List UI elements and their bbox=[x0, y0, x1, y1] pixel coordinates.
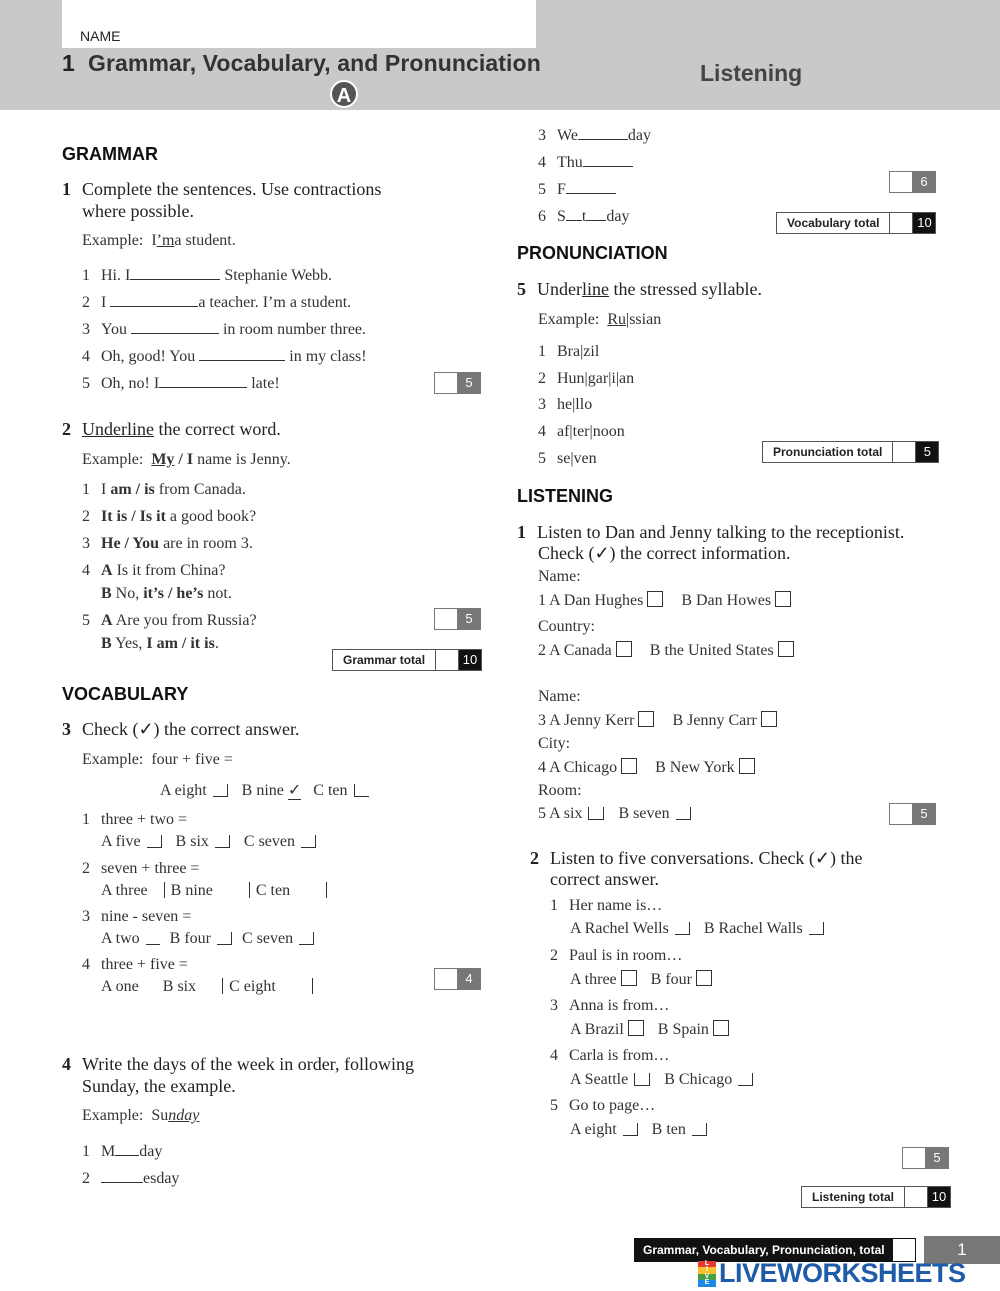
checkbox[interactable] bbox=[809, 922, 824, 935]
answer-blank[interactable] bbox=[586, 204, 606, 221]
listen-q2-options: A eight B ten bbox=[570, 1121, 709, 1139]
vocab-q4-item: 5 F bbox=[538, 177, 616, 199]
score-box bbox=[434, 372, 481, 394]
vocab-q4-item: 4 Thu bbox=[538, 150, 633, 172]
grammar-q1-item: 4 Oh, good! You in my class! bbox=[82, 344, 367, 366]
listen-q2-item: 1 Her name is… bbox=[550, 897, 663, 914]
vocab-q3-example-options: A eight B nine ✓ C ten bbox=[160, 780, 371, 800]
checkbox[interactable] bbox=[638, 711, 654, 727]
pron-q5-item[interactable]: 2 Hun|gar|i|an bbox=[538, 370, 635, 387]
total-max: 10 bbox=[913, 213, 935, 233]
checkbox[interactable] bbox=[628, 1020, 644, 1036]
overall-total-label: Grammar, Vocabulary, Pronunciation, total bbox=[635, 1239, 893, 1261]
total-entry[interactable] bbox=[905, 1187, 928, 1207]
checkbox[interactable] bbox=[634, 1073, 650, 1086]
answer-blank[interactable] bbox=[159, 371, 247, 388]
listen-q2-options: A Seattle B Chicago bbox=[570, 1071, 755, 1089]
listen-q1-label: Name: bbox=[538, 688, 581, 705]
vocab-q4-item: 3 We day bbox=[538, 123, 651, 145]
score-entry[interactable] bbox=[890, 804, 913, 824]
listen-q1-options: 5 A six B seven bbox=[538, 805, 693, 823]
unit-number: 1 bbox=[62, 50, 75, 76]
grammar-q1-item: 5 Oh, no! I late! bbox=[82, 371, 280, 393]
vocab-q3-options[interactable]: A five B six C seven bbox=[101, 833, 318, 851]
score-max: 5 bbox=[913, 804, 935, 824]
grammar-q1-item: 3 You in room number three. bbox=[82, 317, 366, 339]
unit-title: Grammar, Vocabulary, and Pronunciation bbox=[88, 50, 541, 76]
vocab-q4-example: Example: Sunday bbox=[82, 1107, 200, 1124]
vocab-q3-item: 3 nine - seven = bbox=[82, 908, 192, 925]
brand-name: LIVEWORKSHEETS bbox=[719, 1258, 966, 1288]
checkbox[interactable] bbox=[623, 1123, 638, 1136]
total-entry[interactable] bbox=[893, 442, 916, 462]
grammar-q2-item[interactable]: 2 It is / Is it a good book? bbox=[82, 508, 257, 525]
total-label: Listening total bbox=[802, 1187, 905, 1207]
vocab-q3-options[interactable]: A one B six C eight bbox=[101, 978, 315, 996]
checkbox[interactable] bbox=[778, 641, 794, 657]
vocab-q3-options[interactable]: A three B nine C ten bbox=[101, 882, 329, 900]
total-max: 5 bbox=[916, 442, 938, 462]
vocab-q3-item: 1 three + two = bbox=[82, 811, 188, 828]
answer-blank[interactable] bbox=[115, 1139, 139, 1156]
grammar-total-box bbox=[332, 649, 482, 671]
total-max: 10 bbox=[459, 650, 481, 670]
vocab-q4-instruction-2: Sunday, the example. bbox=[82, 1076, 236, 1096]
score-box bbox=[434, 968, 481, 990]
checkbox[interactable] bbox=[738, 1073, 753, 1086]
listen-q1-options: 4 A Chicago B New York bbox=[538, 758, 757, 777]
checkbox[interactable] bbox=[696, 970, 712, 986]
grammar-q2-item: 5 A Are you from Russia? bbox=[82, 612, 257, 629]
answer-blank[interactable] bbox=[130, 263, 220, 280]
checkbox[interactable] bbox=[647, 591, 663, 607]
score-max: 5 bbox=[458, 373, 480, 393]
page-number: 1 bbox=[924, 1236, 1000, 1264]
score-max: 5 bbox=[926, 1148, 948, 1168]
answer-blank[interactable] bbox=[583, 150, 633, 167]
score-box bbox=[889, 803, 936, 825]
vocab-q4-item: 2 esday bbox=[82, 1166, 179, 1188]
grammar-q2-example: Example: My / I name is Jenny. bbox=[82, 451, 291, 468]
vocab-q4-item: 1 M day bbox=[82, 1139, 162, 1161]
pronunciation-total-box bbox=[762, 441, 939, 463]
total-label: Pronunciation total bbox=[763, 442, 893, 462]
listen-q1-options: 1 A Dan Hughes B Dan Howes bbox=[538, 591, 793, 610]
checkbox[interactable] bbox=[676, 807, 691, 820]
vocabulary-total-box bbox=[776, 212, 936, 234]
listen-q2-options: A Rachel Wells B Rachel Walls bbox=[570, 920, 826, 938]
vocabulary-heading: VOCABULARY bbox=[62, 684, 189, 704]
total-label: Vocabulary total bbox=[777, 213, 890, 233]
pronunciation-heading: PRONUNCIATION bbox=[517, 243, 668, 263]
listening-total-box bbox=[801, 1186, 951, 1208]
listening-header: Listening bbox=[700, 60, 803, 86]
listen-q2-options: A Brazil B Spain bbox=[570, 1020, 731, 1039]
checkbox[interactable] bbox=[775, 591, 791, 607]
vocab-q3-instruction: 3 Check (✓) the correct answer. bbox=[62, 719, 300, 739]
pron-q5-instruction: 5 Underline the stressed syllable. bbox=[517, 279, 762, 299]
total-entry[interactable] bbox=[436, 650, 459, 670]
checkbox[interactable] bbox=[692, 1123, 707, 1136]
grammar-q2-item[interactable]: 1 I am / is from Canada. bbox=[82, 481, 246, 498]
vocab-q3-example: Example: four + five = bbox=[82, 751, 233, 768]
listen-q1-instruction: 1 Listen to Dan and Jenny talking to the receptionist. bbox=[517, 522, 905, 542]
version-badge: A bbox=[330, 80, 358, 108]
grammar-q1-example: Example: I’ma student. bbox=[82, 232, 236, 249]
listen-q2-instruction-2: correct answer. bbox=[550, 869, 659, 889]
grammar-q2-item-b[interactable]: B Yes, I am / it is. bbox=[101, 635, 219, 652]
grammar-q1-item: 1 Hi. I Stephanie Webb. bbox=[82, 263, 332, 285]
checkbox[interactable] bbox=[761, 711, 777, 727]
grammar-q2-item-b[interactable]: B No, it’s / he’s not. bbox=[101, 585, 232, 602]
answer-blank[interactable] bbox=[199, 344, 285, 361]
score-box bbox=[902, 1147, 949, 1169]
checkbox[interactable] bbox=[588, 807, 604, 820]
score-entry[interactable] bbox=[435, 609, 458, 629]
score-entry[interactable] bbox=[435, 373, 458, 393]
name-label: NAME bbox=[80, 28, 121, 44]
total-label: Grammar total bbox=[333, 650, 436, 670]
pron-q5-item[interactable]: 1 Bra|zil bbox=[538, 343, 600, 360]
checkbox[interactable] bbox=[621, 758, 637, 774]
listen-q1-label: Country: bbox=[538, 618, 595, 635]
listen-q1-label: Room: bbox=[538, 782, 582, 799]
grammar-q1-instruction-2: where possible. bbox=[82, 201, 194, 221]
listen-q2-instruction: 2 Listen to five conversations. Check (✓) the bbox=[530, 848, 863, 868]
listen-q1-label: Name: bbox=[538, 568, 581, 585]
listen-q1-label: City: bbox=[538, 735, 571, 752]
total-entry[interactable] bbox=[890, 213, 913, 233]
brand-mark-icon: L I V E bbox=[698, 1261, 716, 1287]
answer-blank[interactable] bbox=[566, 204, 582, 221]
grammar-q1-instruction: 1 Complete the sentences. Use contractions bbox=[62, 179, 382, 199]
score-entry[interactable] bbox=[435, 969, 458, 989]
brand-logo bbox=[698, 1258, 966, 1289]
answer-blank[interactable] bbox=[101, 1166, 143, 1183]
vocab-q3-item: 4 three + five = bbox=[82, 956, 188, 973]
checkbox[interactable] bbox=[713, 1020, 729, 1036]
listen-q2-item: 3 Anna is from… bbox=[550, 997, 670, 1014]
score-max: 6 bbox=[913, 172, 935, 192]
checkbox[interactable] bbox=[739, 758, 755, 774]
listen-q1-instruction-2: Check (✓) the correct information. bbox=[538, 543, 791, 563]
grammar-heading: GRAMMAR bbox=[62, 144, 158, 164]
checkbox[interactable] bbox=[621, 970, 637, 986]
pron-q5-item[interactable]: 4 af|ter|noon bbox=[538, 423, 625, 440]
checkbox[interactable] bbox=[675, 922, 690, 935]
total-max: 10 bbox=[928, 1187, 950, 1207]
score-box bbox=[434, 608, 481, 630]
pron-q5-example: Example: Ru|ssian bbox=[538, 311, 662, 328]
grammar-q2-item[interactable]: 3 He / You are in room 3. bbox=[82, 535, 253, 552]
pron-q5-item[interactable]: 3 he|llo bbox=[538, 396, 593, 413]
listen-q1-options: 2 A Canada B the United States bbox=[538, 641, 796, 660]
listen-q1-options: 3 A Jenny Kerr B Jenny Carr bbox=[538, 711, 779, 730]
grammar-q1-item: 2 I a teacher. I’m a student. bbox=[82, 290, 351, 312]
answer-blank[interactable] bbox=[131, 317, 219, 334]
listen-q2-item: 4 Carla is from… bbox=[550, 1047, 670, 1064]
score-max: 4 bbox=[458, 969, 480, 989]
check-mark: ✓ bbox=[287, 782, 302, 799]
checkbox[interactable] bbox=[616, 641, 632, 657]
grammar-q2-item: 4 A Is it from China? bbox=[82, 562, 226, 579]
name-field[interactable] bbox=[62, 0, 536, 48]
grammar-q2-instruction: 2 Underline the correct word. bbox=[62, 419, 281, 439]
vocab-q3-item: 2 seven + three = bbox=[82, 860, 200, 877]
listen-q2-options: A three B four bbox=[570, 970, 714, 989]
score-entry[interactable] bbox=[890, 172, 913, 192]
listen-q2-item: 2 Paul is in room… bbox=[550, 947, 683, 964]
listen-q2-item: 5 Go to page… bbox=[550, 1097, 656, 1114]
vocab-q3-options[interactable]: A two B four C seven bbox=[101, 930, 316, 948]
answer-blank[interactable] bbox=[566, 177, 616, 194]
vocab-q4-item: 6 S t day bbox=[538, 204, 629, 226]
listening-heading: LISTENING bbox=[517, 486, 614, 506]
answer-blank[interactable] bbox=[578, 123, 628, 140]
vocab-q4-instruction: 4 Write the days of the week in order, following bbox=[62, 1054, 414, 1074]
answer-blank[interactable] bbox=[110, 290, 198, 307]
score-max: 5 bbox=[458, 609, 480, 629]
score-entry[interactable] bbox=[903, 1148, 926, 1168]
pron-q5-item[interactable]: 5 se|ven bbox=[538, 450, 597, 467]
score-box bbox=[889, 171, 936, 193]
